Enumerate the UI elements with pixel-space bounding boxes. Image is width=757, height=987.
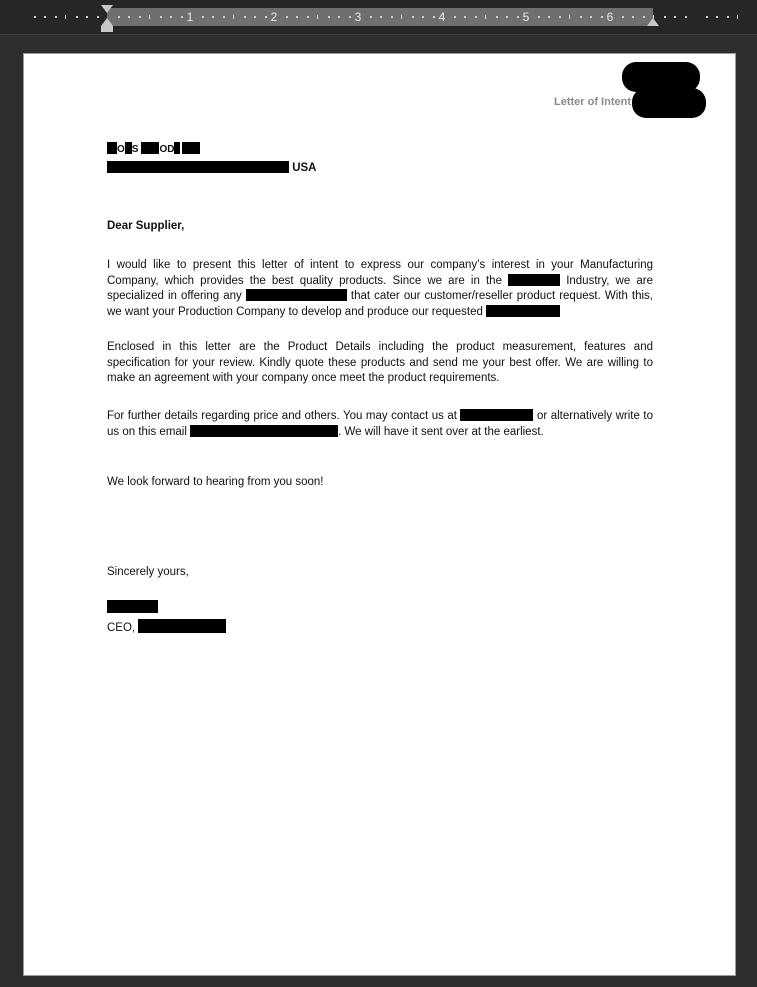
ruler-tick xyxy=(265,16,267,18)
signature-name-line xyxy=(107,600,158,614)
ruler-number-3: 3 xyxy=(354,10,362,24)
ruler-tick xyxy=(496,16,498,18)
ruler-number-1: 1 xyxy=(186,10,194,24)
redacted-phone xyxy=(460,409,533,421)
ruler-tick xyxy=(44,16,46,18)
ruler-tick xyxy=(86,16,88,18)
ruler-tick xyxy=(475,16,477,18)
ruler-tick xyxy=(454,16,456,18)
ruler-tick xyxy=(391,16,393,18)
redacted-street-address xyxy=(107,161,289,173)
redaction-block xyxy=(141,142,159,154)
first-line-indent-marker[interactable] xyxy=(101,5,113,13)
ruler-tick xyxy=(160,16,162,18)
paragraph-contact-text-a: For further details regarding price and others. You may contact us at xyxy=(107,410,461,422)
address-country: USA xyxy=(292,162,317,174)
paragraph-intro-text-b: Industry, we are specialized in offering any xyxy=(107,274,653,302)
redacted-signer-name xyxy=(107,600,158,613)
ruler-tick xyxy=(643,16,645,18)
ruler-tick xyxy=(401,15,402,19)
paragraph-contact-text-b: or alternatively write to us on this email xyxy=(107,410,653,438)
ruler-tick xyxy=(632,16,634,18)
ruler-tick xyxy=(286,16,288,18)
ruler-tick xyxy=(590,16,592,18)
ruler-tick xyxy=(517,16,519,18)
redacted-logo-bottom xyxy=(632,88,706,118)
signer-title-prefix: CEO, xyxy=(107,622,136,634)
redaction-block xyxy=(125,142,132,154)
salutation: Dear Supplier, xyxy=(107,220,185,232)
ruler-tick xyxy=(664,16,666,18)
right-indent-marker[interactable] xyxy=(647,18,659,26)
closing-line: We look forward to hearing from you soon! xyxy=(107,476,324,488)
ruler-tick xyxy=(433,16,435,18)
ruler-tick xyxy=(254,16,256,18)
ruler-tick xyxy=(139,16,141,18)
redacted-product-request xyxy=(486,305,560,317)
ruler-tick xyxy=(202,16,204,18)
horizontal-ruler[interactable] xyxy=(0,0,757,35)
ruler-tick xyxy=(485,15,486,19)
ruler-tick xyxy=(65,15,66,19)
ruler-tick xyxy=(706,16,708,18)
redacted-industry xyxy=(508,274,560,286)
ruler-tick xyxy=(328,16,330,18)
ruler-tick xyxy=(601,16,603,18)
signoff: Sincerely yours, xyxy=(107,566,189,578)
hanging-indent-marker[interactable] xyxy=(101,18,113,26)
ruler-tick xyxy=(506,16,508,18)
ruler-tick xyxy=(538,16,540,18)
ruler-tick xyxy=(674,16,676,18)
ruler-tick xyxy=(149,15,150,19)
signer-title-line xyxy=(107,619,226,634)
ruler-tick xyxy=(580,16,582,18)
ruler-tick xyxy=(737,15,738,19)
redaction-block xyxy=(107,142,117,154)
paragraph-details: Enclosed in this letter are the Product Details including the product measurement, features and specification for your review. Kindly quote these products and send me your best offer. We are willing to make an agreement with your company once meet the product requirements. xyxy=(107,341,653,384)
ruler-tick xyxy=(118,16,120,18)
ruler-tick xyxy=(55,16,57,18)
ruler-tick xyxy=(244,16,246,18)
ruler-tick xyxy=(223,16,225,18)
ruler-tick xyxy=(559,16,561,18)
redacted-company-name xyxy=(138,619,226,633)
ruler-tick xyxy=(76,16,78,18)
ruler-number-4: 4 xyxy=(438,10,446,24)
paragraph-intro-text-c: that cater our customer/reseller product request. With this, we want your Production Company to develop and produce our requested xyxy=(107,290,653,318)
ruler-tick xyxy=(380,16,382,18)
ruler-tick xyxy=(727,16,729,18)
ruler-tick xyxy=(548,16,550,18)
ruler-tick xyxy=(412,16,414,18)
ruler-number-6: 6 xyxy=(606,10,614,24)
ruler-tick xyxy=(464,16,466,18)
ruler-tick xyxy=(97,16,99,18)
paragraph-contact-text-c: . We will have it sent over at the earliest. xyxy=(338,425,544,438)
redaction-block xyxy=(174,142,180,154)
paragraph-intro xyxy=(107,258,653,320)
ruler-tick xyxy=(338,16,340,18)
ruler-tick xyxy=(716,16,718,18)
ruler-tick xyxy=(349,16,351,18)
ruler-tick xyxy=(569,15,570,19)
company-name-line: O S OD xyxy=(107,142,200,155)
ruler-tick xyxy=(370,16,372,18)
address-line xyxy=(107,161,316,174)
ruler-number-2: 2 xyxy=(270,10,278,24)
ruler-tick xyxy=(233,15,234,19)
ruler-tick xyxy=(128,16,130,18)
ruler-tick xyxy=(317,15,318,19)
ruler-number-5: 5 xyxy=(522,10,530,24)
left-indent-marker[interactable] xyxy=(101,26,113,32)
ruler-tick xyxy=(685,16,687,18)
ruler-tick xyxy=(307,16,309,18)
paragraph-intro-text-a: I would like to present this letter of intent to express our company’s interest in your Manufacturing Company, which provides the best quality products. Since we are in the xyxy=(107,259,653,287)
ruler-tick xyxy=(34,16,36,18)
ruler-tick xyxy=(212,16,214,18)
paragraph-contact xyxy=(107,409,653,440)
header-title: Letter of Intent xyxy=(554,96,631,108)
ruler-tick xyxy=(170,16,172,18)
ruler-tick xyxy=(181,16,183,18)
redacted-email xyxy=(190,425,338,437)
redaction-block xyxy=(182,142,200,154)
document-page[interactable] xyxy=(23,53,736,976)
redacted-products xyxy=(246,289,347,301)
ruler-tick xyxy=(422,16,424,18)
ruler-tick xyxy=(622,16,624,18)
ruler-tick xyxy=(296,16,298,18)
